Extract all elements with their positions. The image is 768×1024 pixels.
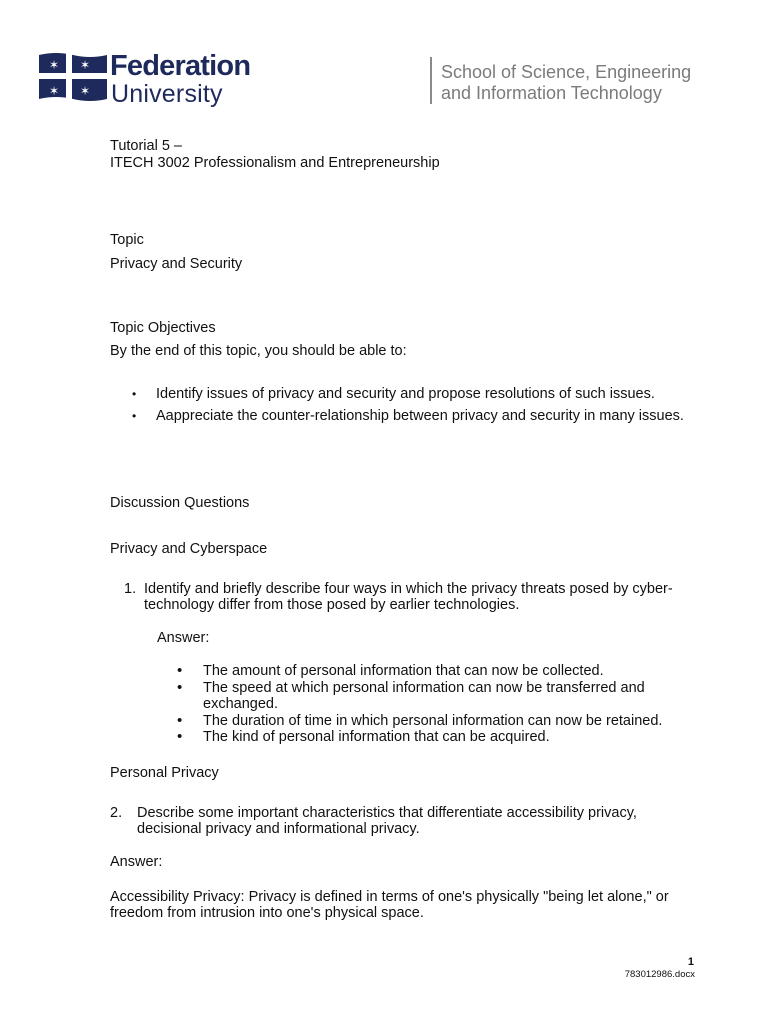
svg-text:✶: ✶ [49,84,60,98]
page-number: 1 [687,956,694,968]
logo-wordmark-federation: Federation [110,50,251,82]
document-filename: 783012986.docx [624,969,695,980]
list-item: • Aappreciate the counter-relationship between privacy and security in many issues. [134,408,704,424]
accessibility-privacy-paragraph: Accessibility Privacy: Privacy is defined in terms of one's physically "being let alone," or freedom from intrusion into one's physical space. [110,889,669,921]
question-2-number: 2. [110,805,123,821]
school-name-line1: School of Science, Engineering [441,62,692,82]
answer-2-label: Answer: [110,854,163,870]
section-privacy-cyberspace: Privacy and Cyberspace [110,541,268,557]
question-2-text: Describe some important characteristics that differentiate accessibility privacy, decisional privacy and informational privacy. [137,805,637,837]
svg-text:✶: ✶ [80,84,91,98]
objectives-heading: Topic Objectives [110,320,216,336]
objectives-list [134,386,704,430]
header-divider [430,57,432,104]
list-item: • The amount of personal information that can now be collected. [177,663,707,680]
question-1-text: Identify and briefly describe four ways in which the privacy threats posed by cyber-technology differ from those posed by earlier technologies. [144,581,673,613]
answer-1-label: Answer: [157,630,210,646]
section-personal-privacy: Personal Privacy [110,765,219,781]
tutorial-title: Tutorial 5 – [110,138,182,154]
answer-1-list [177,663,707,746]
course-title: ITECH 3002 Professionalism and Entrepreneurship [110,155,440,171]
svg-text:✶: ✶ [80,58,91,72]
topic-value: Privacy and Security [110,256,243,272]
discussion-heading: Discussion Questions [110,495,250,511]
list-item: • The kind of personal information that can be acquired. [177,729,707,746]
list-item: • Identify issues of privacy and security and propose resolutions of such issues. [134,386,704,402]
question-1-number: 1. [124,581,137,597]
school-name-line2: and Information Technology [441,83,662,103]
federation-flag-logo-icon [39,51,107,103]
logo-wordmark-university: University [111,80,223,108]
list-item: • The speed at which personal information can now be transferred and exchanged. [177,680,707,713]
objectives-intro: By the end of this topic, you should be able to: [110,343,407,359]
svg-text:✶: ✶ [49,58,60,72]
topic-heading: Topic [110,232,144,248]
list-item: • The duration of time in which personal information can now be retained. [177,713,707,730]
